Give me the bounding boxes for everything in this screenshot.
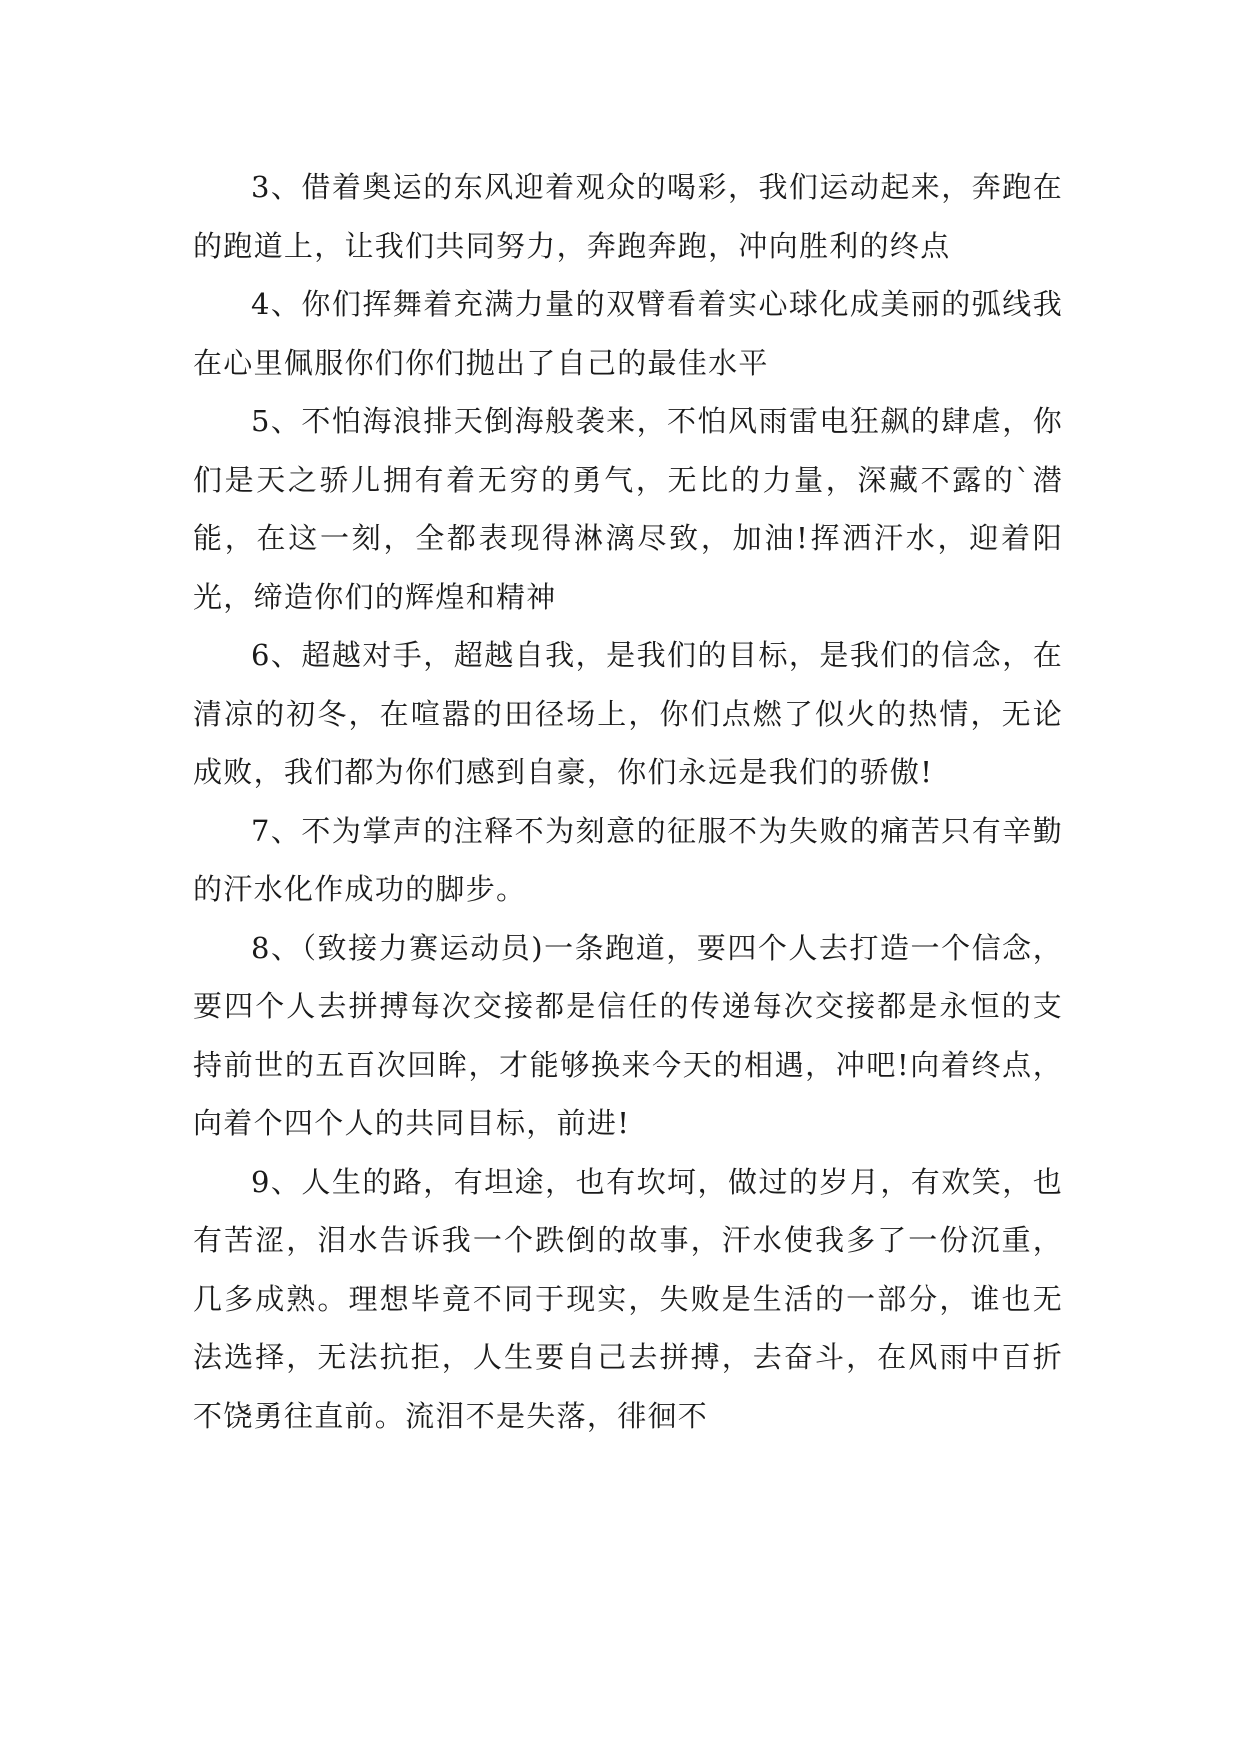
paragraph-8: 8、（致接力赛运动员)一条跑道，要四个人去打造一个信念，要四个人去拼搏每次交接都是信任的传递每次交接都是永恒的支持前世的五百次回眸，才能够换来今天的相遇，冲吧!向着终点，向着个四个人的共同目标，前进! — [193, 930, 1063, 1140]
paragraph-5: 5、不怕海浪排天倒海般袭来，不怕风雨雷电狂飙的肆虐，你们是天之骄儿拥有着无穷的勇气，无比的力量，深藏不露的`潜能，在这一刻，全都表现得淋漓尽致，加油!挥洒汗水，迎着阳光，缔造你们的辉煌和精神 — [193, 404, 1063, 614]
paragraph-3: 3、借着奥运的东风迎着观众的喝彩，我们运动起来，奔跑在的跑道上，让我们共同努力，奔跑奔跑，冲向胜利的终点 — [193, 170, 1063, 263]
paragraph-6: 6、超越对手，超越自我，是我们的目标，是我们的信念，在清凉的初冬，在喧嚣的田径场上，你们点燃了似火的热情，无论成败，我们都为你们感到自豪，你们永远是我们的骄傲! — [193, 638, 1063, 789]
paragraph-4: 4、你们挥舞着充满力量的双臂看着实心球化成美丽的弧线我在心里佩服你们你们抛出了自己的最佳水平 — [193, 287, 1063, 380]
paragraph-7: 7、不为掌声的注释不为刻意的征服不为失败的痛苦只有辛勤的汗水化作成功的脚步。 — [193, 813, 1063, 906]
paragraph-9: 9、人生的路，有坦途，也有坎坷，做过的岁月，有欢笑，也有苦涩，泪水告诉我一个跌倒的故事，汗水使我多了一份沉重，几多成熟。理想毕竟不同于现实，失败是生活的一部分，谁也无法选择，无法抗拒，人生要自己去拼搏，去奋斗，在风雨中百折不饶勇往直前。流泪不是失落，徘徊不 — [193, 1164, 1063, 1433]
document-body — [193, 158, 1063, 1445]
